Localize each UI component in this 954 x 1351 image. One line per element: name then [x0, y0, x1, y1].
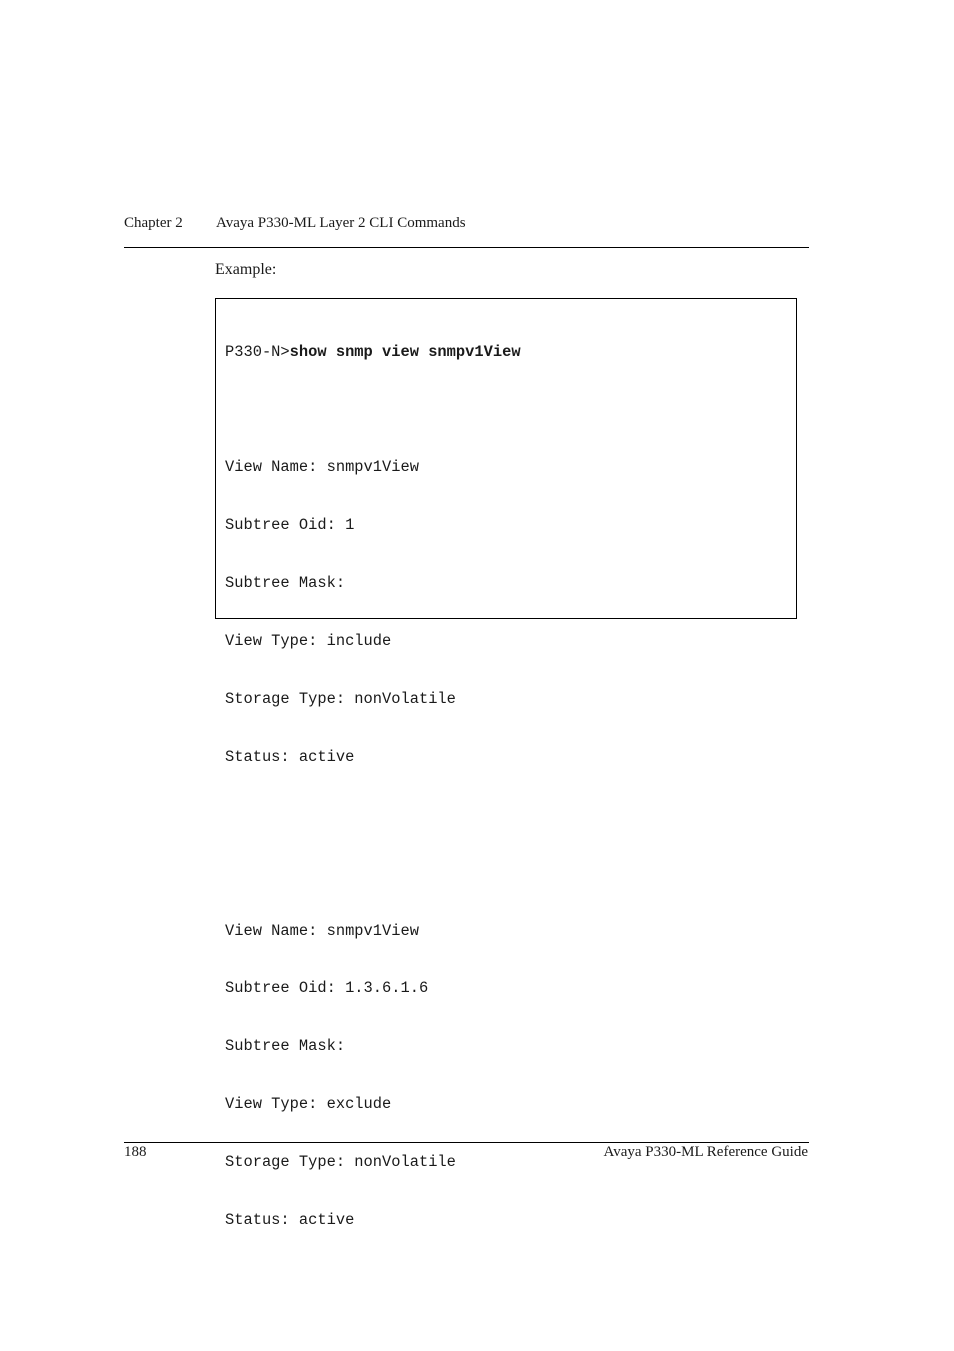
output-line: View Name: snmpv1View — [225, 921, 419, 940]
footer-divider — [124, 1142, 809, 1143]
guide-title: Avaya P330-ML Reference Guide — [603, 1144, 808, 1160]
output-line: Subtree Mask: — [225, 1037, 346, 1056]
output-line: Storage Type: nonVolatile — [225, 1153, 456, 1172]
page-header — [124, 215, 808, 235]
blank-line — [225, 806, 521, 825]
chapter-title: Avaya P330-ML Layer 2 CLI Commands — [216, 215, 466, 231]
blank-line — [225, 864, 521, 883]
output-line: Subtree Mask: — [225, 574, 346, 593]
example-label: Example: — [215, 261, 277, 278]
chapter-label: Chapter 2 — [124, 215, 183, 231]
code-listing — [225, 304, 521, 1269]
output-line: View Name: snmpv1View — [225, 458, 419, 477]
output-line: Status: active — [225, 747, 355, 766]
page-number: 188 — [124, 1144, 147, 1160]
output-line: Status: active — [225, 1210, 355, 1229]
output-line: View Type: include — [225, 632, 392, 651]
blank-line — [225, 400, 521, 419]
output-line: Subtree Oid: 1.3.6.1.6 — [225, 979, 429, 998]
cli-prompt: P330-N> — [225, 342, 290, 361]
output-line: Storage Type: nonVolatile — [225, 689, 456, 708]
command-line — [225, 343, 521, 362]
cli-command: show snmp view snmpv1View — [289, 342, 521, 361]
output-line: View Type: exclude — [225, 1095, 392, 1114]
output-line: Subtree Oid: 1 — [225, 516, 355, 535]
header-divider — [124, 247, 809, 248]
